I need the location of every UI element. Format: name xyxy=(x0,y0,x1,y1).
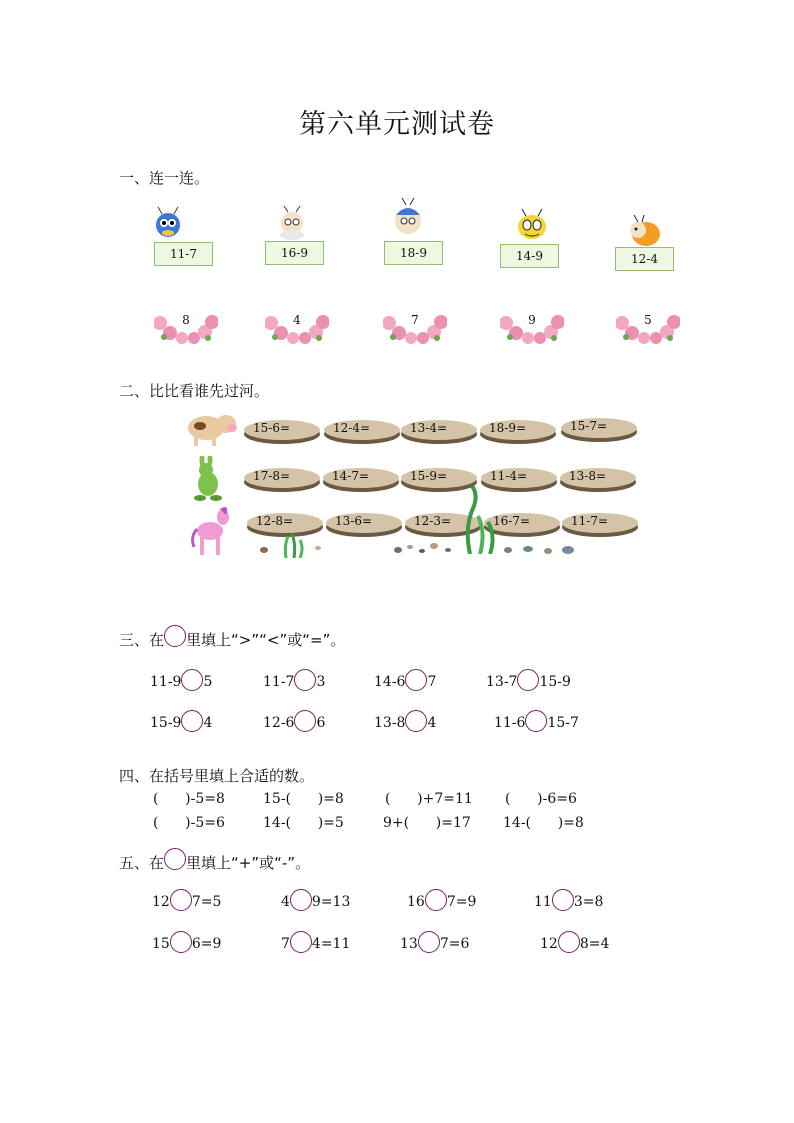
right-expr: 4 xyxy=(203,715,213,731)
operator-item xyxy=(407,889,476,911)
operator-item xyxy=(534,889,603,911)
bug-icon-1 xyxy=(150,205,190,241)
section-5-heading xyxy=(119,848,310,873)
horse-icon xyxy=(190,503,236,559)
answer-circle[interactable] xyxy=(517,669,539,691)
stone-label: 14-7= xyxy=(332,469,370,483)
compare-item xyxy=(374,669,436,691)
fill-blank-item[interactable]: ( )-6=6 xyxy=(505,791,577,807)
right-expr: 4 xyxy=(427,715,437,731)
operator-item xyxy=(152,931,221,953)
stone xyxy=(400,418,478,445)
fill-blank-item[interactable]: 15-( )=8 xyxy=(263,791,344,807)
circle-icon xyxy=(164,848,186,870)
page-title: 第六单元测试卷 xyxy=(299,109,495,140)
compare-item xyxy=(150,710,212,732)
left-expr: 11-9 xyxy=(150,674,182,690)
stone xyxy=(323,418,401,445)
right-expr: 6 xyxy=(316,715,326,731)
compare-item xyxy=(486,669,571,691)
fill-blank-item[interactable]: ( )-5=8 xyxy=(153,791,225,807)
flower-number: 7 xyxy=(411,313,419,327)
heading-prefix: 五、在 xyxy=(119,854,165,872)
left-number: 11 xyxy=(534,894,552,910)
left-number: 13 xyxy=(400,936,418,952)
answer-circle[interactable] xyxy=(294,710,316,732)
stone-label: 16-7= xyxy=(493,514,531,528)
bug-icon-3 xyxy=(388,197,428,241)
flower-3 xyxy=(383,311,447,345)
stone-label: 13-8= xyxy=(569,469,607,483)
answer-circle[interactable] xyxy=(418,931,440,953)
stone xyxy=(243,466,321,493)
stone xyxy=(325,511,403,538)
left-number: 12 xyxy=(540,936,558,952)
stone xyxy=(322,466,400,493)
stone xyxy=(560,416,638,443)
left-expr: 13-7 xyxy=(486,674,518,690)
answer-circle[interactable] xyxy=(290,889,312,911)
heading-suffix: 里填上“+”或“-”。 xyxy=(186,854,311,872)
pebbles-icon xyxy=(258,540,588,558)
answer-circle[interactable] xyxy=(405,669,427,691)
left-number: 4 xyxy=(281,894,290,910)
section-2-heading: 二、比比看谁先过河。 xyxy=(119,382,270,400)
compare-item xyxy=(263,710,325,732)
left-expr: 15-9 xyxy=(150,715,182,731)
fill-blank-item[interactable]: 14-( )=5 xyxy=(263,815,344,831)
stone-label: 15-7= xyxy=(570,419,608,433)
stone-label: 12-3= xyxy=(414,514,452,528)
answer-circle[interactable] xyxy=(290,931,312,953)
answer-circle[interactable] xyxy=(552,889,574,911)
left-expr: 13-8 xyxy=(374,715,406,731)
cow-icon xyxy=(186,408,238,448)
stone xyxy=(559,466,637,493)
answer-circle[interactable] xyxy=(425,889,447,911)
circle-icon xyxy=(164,625,186,647)
stone-label: 17-8= xyxy=(253,469,291,483)
compare-item xyxy=(150,669,212,691)
left-number: 16 xyxy=(407,894,425,910)
right-expr: 4=11 xyxy=(311,936,351,952)
sign-2: 16-9 xyxy=(265,241,324,265)
right-expr: 15-7 xyxy=(547,715,579,731)
right-expr: 3 xyxy=(316,674,326,690)
stone-label: 12-4= xyxy=(333,421,371,435)
flower-4 xyxy=(500,311,564,345)
right-expr: 7=5 xyxy=(191,894,222,910)
left-expr: 12-6 xyxy=(263,715,295,731)
rabbit-icon xyxy=(190,456,226,502)
left-expr: 14-6 xyxy=(374,674,406,690)
flower-5 xyxy=(616,311,680,345)
answer-circle[interactable] xyxy=(170,931,192,953)
fill-blank-item[interactable]: 14-( )=8 xyxy=(503,815,584,831)
section-1-heading: 一、连一连。 xyxy=(119,169,210,187)
heading-suffix: 里填上“>”“<”或“=”。 xyxy=(186,631,346,649)
right-expr: 7=9 xyxy=(446,894,477,910)
stone-label: 15-9= xyxy=(410,469,448,483)
stone-label: 12-8= xyxy=(256,514,294,528)
right-expr: 6=9 xyxy=(191,936,222,952)
bug-icon-2 xyxy=(272,205,312,241)
compare-item xyxy=(494,710,579,732)
heading-prefix: 三、在 xyxy=(119,631,165,649)
flower-number: 9 xyxy=(528,313,536,327)
right-expr: 9=13 xyxy=(311,894,351,910)
section-4-heading: 四、在括号里填上合适的数。 xyxy=(119,767,315,785)
flower-number: 5 xyxy=(644,313,652,327)
stone-label: 13-6= xyxy=(335,514,373,528)
compare-item xyxy=(374,710,436,732)
operator-item xyxy=(400,931,469,953)
operator-item xyxy=(281,931,350,953)
answer-circle[interactable] xyxy=(405,710,427,732)
stone-label: 11-7= xyxy=(571,514,609,528)
fill-blank-item[interactable]: ( )-5=6 xyxy=(153,815,225,831)
operator-item xyxy=(281,889,350,911)
bee-icon-5 xyxy=(624,212,664,248)
right-expr: 7 xyxy=(427,674,437,690)
stone xyxy=(243,418,321,445)
stone-label: 13-4= xyxy=(410,421,448,435)
left-number: 12 xyxy=(152,894,170,910)
sign-4: 14-9 xyxy=(500,244,559,268)
answer-circle[interactable] xyxy=(294,669,316,691)
right-expr: 15-9 xyxy=(539,674,571,690)
operator-item xyxy=(152,889,221,911)
stone-label: 11-4= xyxy=(490,469,528,483)
right-expr: 8=4 xyxy=(579,936,610,952)
sign-3: 18-9 xyxy=(384,241,443,265)
left-number: 15 xyxy=(152,936,170,952)
left-expr: 11-7 xyxy=(263,674,295,690)
flower-number: 8 xyxy=(182,313,190,327)
section-3-heading xyxy=(119,625,345,650)
answer-circle[interactable] xyxy=(170,889,192,911)
right-expr: 5 xyxy=(203,674,213,690)
stone-label: 15-6= xyxy=(253,421,291,435)
operator-item xyxy=(540,931,609,953)
flower-2 xyxy=(265,311,329,345)
left-expr: 11-6 xyxy=(494,715,526,731)
answer-circle[interactable] xyxy=(558,931,580,953)
answer-circle[interactable] xyxy=(181,669,203,691)
flower-1 xyxy=(154,311,218,345)
stone-label: 18-9= xyxy=(489,421,527,435)
fill-blank-item[interactable]: 9+( )=17 xyxy=(383,815,471,831)
right-expr: 7=6 xyxy=(439,936,470,952)
right-expr: 3=8 xyxy=(573,894,604,910)
fill-blank-item[interactable]: ( )+7=11 xyxy=(385,791,473,807)
bee-icon-4 xyxy=(512,207,552,243)
sign-1: 11-7 xyxy=(154,242,213,266)
stone xyxy=(479,418,557,445)
left-number: 7 xyxy=(281,936,290,952)
stone xyxy=(561,511,639,538)
flower-number: 4 xyxy=(293,313,301,327)
sign-5: 12-4 xyxy=(615,247,674,271)
compare-item xyxy=(263,669,325,691)
answer-circle[interactable] xyxy=(181,710,203,732)
answer-circle[interactable] xyxy=(525,710,547,732)
